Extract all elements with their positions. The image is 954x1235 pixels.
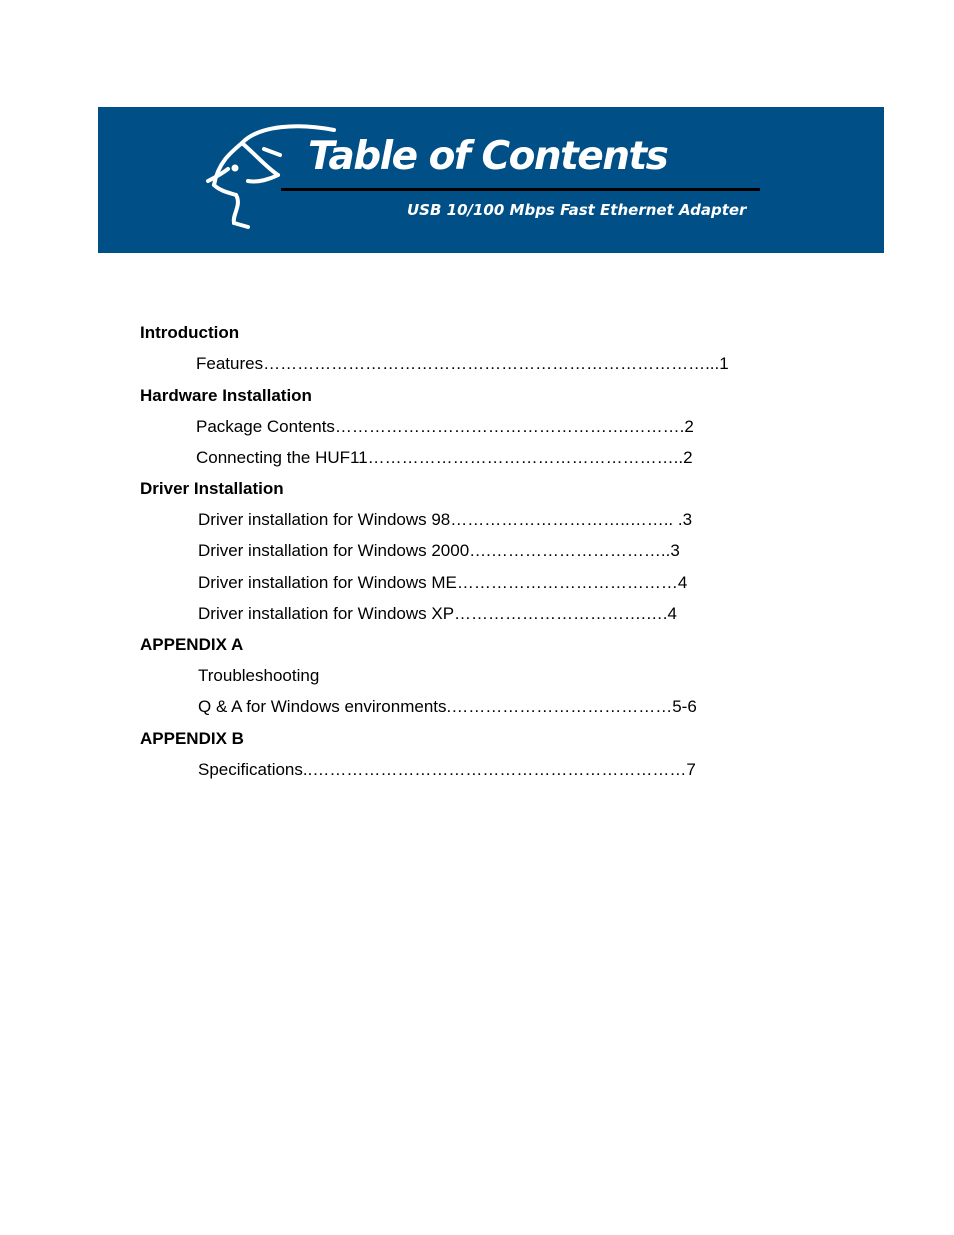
toc-entry-connecting-huf11[interactable]: Connecting the HUF11………………………………………………..2 <box>196 448 693 467</box>
product-subtitle: USB 10/100 Mbps Fast Ethernet Adapter <box>407 201 747 219</box>
toc-entry-driver-win98[interactable]: Driver installation for Windows 98…………………………..…….. .3 <box>198 510 693 529</box>
toc-entry-driver-winxp[interactable]: Driver installation for Windows XP…………………………….….4 <box>198 604 677 623</box>
toc-entry-troubleshooting[interactable]: Troubleshooting <box>198 666 320 685</box>
toc-entry-package-contents[interactable]: Package Contents…………………………………………….……….2 <box>196 417 694 436</box>
toc-entry-features[interactable]: Features……………………………………………………………………...1 <box>196 354 729 373</box>
toc-section-driver-installation: Driver Installation <box>140 479 284 498</box>
toc-entry-driver-win2000[interactable]: Driver installation for Windows 2000….…………………………..3 <box>198 541 680 560</box>
eagle-eye-icon <box>232 165 239 172</box>
toc-entry-qa-windows[interactable]: Q & A for Windows environments.…………………………………5-6 <box>198 697 697 716</box>
title-underline <box>281 188 760 191</box>
header-banner <box>98 107 884 253</box>
toc-entry-specifications[interactable]: Specifications..…………………………………………………………7 <box>198 760 696 779</box>
toc-entry-driver-winme[interactable]: Driver installation for Windows ME…………………………………4 <box>198 573 688 592</box>
toc-section-appendix-a: APPENDIX A <box>140 635 244 654</box>
toc-section-appendix-b: APPENDIX B <box>140 729 244 748</box>
page-title: Table of Contents <box>308 134 668 179</box>
toc-section-introduction: Introduction <box>140 323 240 342</box>
toc-section-hardware-installation: Hardware Installation <box>140 386 312 405</box>
